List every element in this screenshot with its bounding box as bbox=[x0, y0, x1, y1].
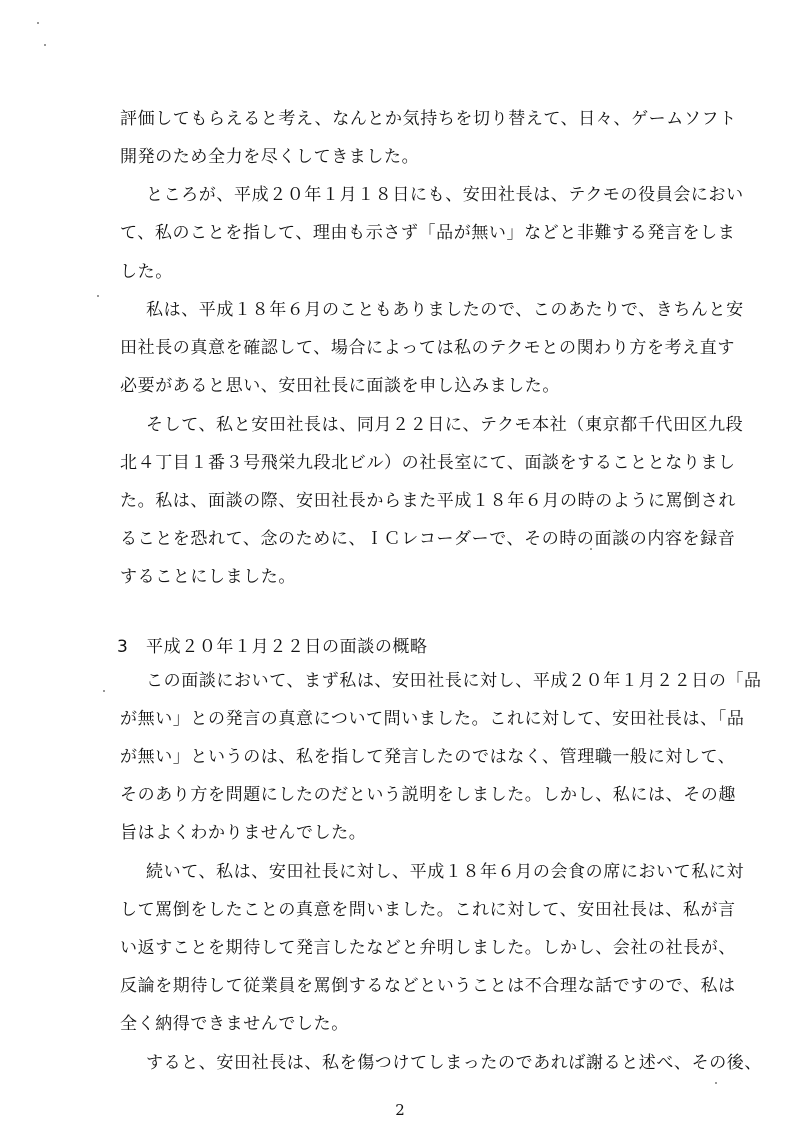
scan-speck bbox=[44, 44, 46, 46]
text-line: 田社長の真意を確認して、場合によっては私のテクモとの関わり方を考え直す bbox=[120, 338, 735, 358]
text-line: 続いて、私は、安田社長に対し、平成１８年６月の会食の席において私に対 bbox=[146, 862, 745, 882]
text-line: 必要があると思い、安田社長に面談を申し込みました。 bbox=[120, 376, 560, 396]
text-line: した。 bbox=[120, 262, 173, 282]
scan-speck bbox=[715, 1082, 717, 1084]
scan-speck bbox=[97, 295, 99, 297]
text-line: そのあり方を問題にしたのだという説明をしました。しかし、私には、その趣 bbox=[120, 785, 736, 805]
text-line: て、私のことを指して、理由も示さず「品が無い」などと非難する発言をしま bbox=[120, 223, 736, 243]
text-line: ることを恐れて、念のために、ＩＣレコーダーで、その時の面談の内容を録音 bbox=[120, 529, 736, 549]
page-number: 2 bbox=[395, 1101, 405, 1119]
text-line: この面談において、まず私は、安田社長に対し、平成２０年１月２２日の「品 bbox=[146, 671, 762, 691]
section-heading: 3 平成２０年１月２２日の面談の概略 bbox=[117, 637, 428, 657]
text-line: 開発のため全力を尽くしてきました。 bbox=[120, 147, 420, 167]
text-line: 評価してもらえると考え、なんとか気持ちを切り替えて、日々、ゲームソフト bbox=[120, 109, 737, 129]
text-line: することにしました。 bbox=[120, 567, 296, 587]
text-line: い返すことを期待して発言したなどと弁明しました。しかし、会社の社長が、 bbox=[120, 938, 736, 958]
text-line: ところが、平成２０年１月１８日にも、安田社長は、テクモの役員会におい bbox=[146, 185, 744, 205]
scan-speck bbox=[37, 22, 39, 24]
text-line: 全く納得できませんでした。 bbox=[120, 1014, 349, 1034]
text-line: が無い」というのは、私を指して発言したのではなく、管理職一般に対して、 bbox=[120, 747, 736, 767]
text-line: して罵倒をしたことの真意を問いました。これに対して、安田社長は、私が言 bbox=[120, 900, 736, 920]
text-line: た。私は、面談の際、安田社長からまた平成１８年６月の時のように罵倒され bbox=[120, 491, 736, 511]
text-line: 私は、平成１８年６月のこともありましたので、このあたりで、きちんと安 bbox=[146, 300, 744, 320]
text-line: 北４丁目１番３号飛栄九段北ビル）の社長室にて、面談をすることとなりまし bbox=[120, 453, 736, 473]
text-line: が無い」との発言の真意について問いました。これに対して、安田社長は、「品 bbox=[120, 709, 745, 729]
text-line: そして、私と安田社長は、同月２２日に、テクモ本社（東京都千代田区九段 bbox=[146, 415, 744, 435]
text-line: すると、安田社長は、私を傷つけてしまったのであれば謝ると述べ、その後、 bbox=[146, 1053, 762, 1073]
text-line: 反論を期待して従業員を罵倒するなどということは不合理な話ですので、私は bbox=[120, 976, 736, 996]
text-line: 旨はよくわかりませんでした。 bbox=[120, 823, 367, 843]
